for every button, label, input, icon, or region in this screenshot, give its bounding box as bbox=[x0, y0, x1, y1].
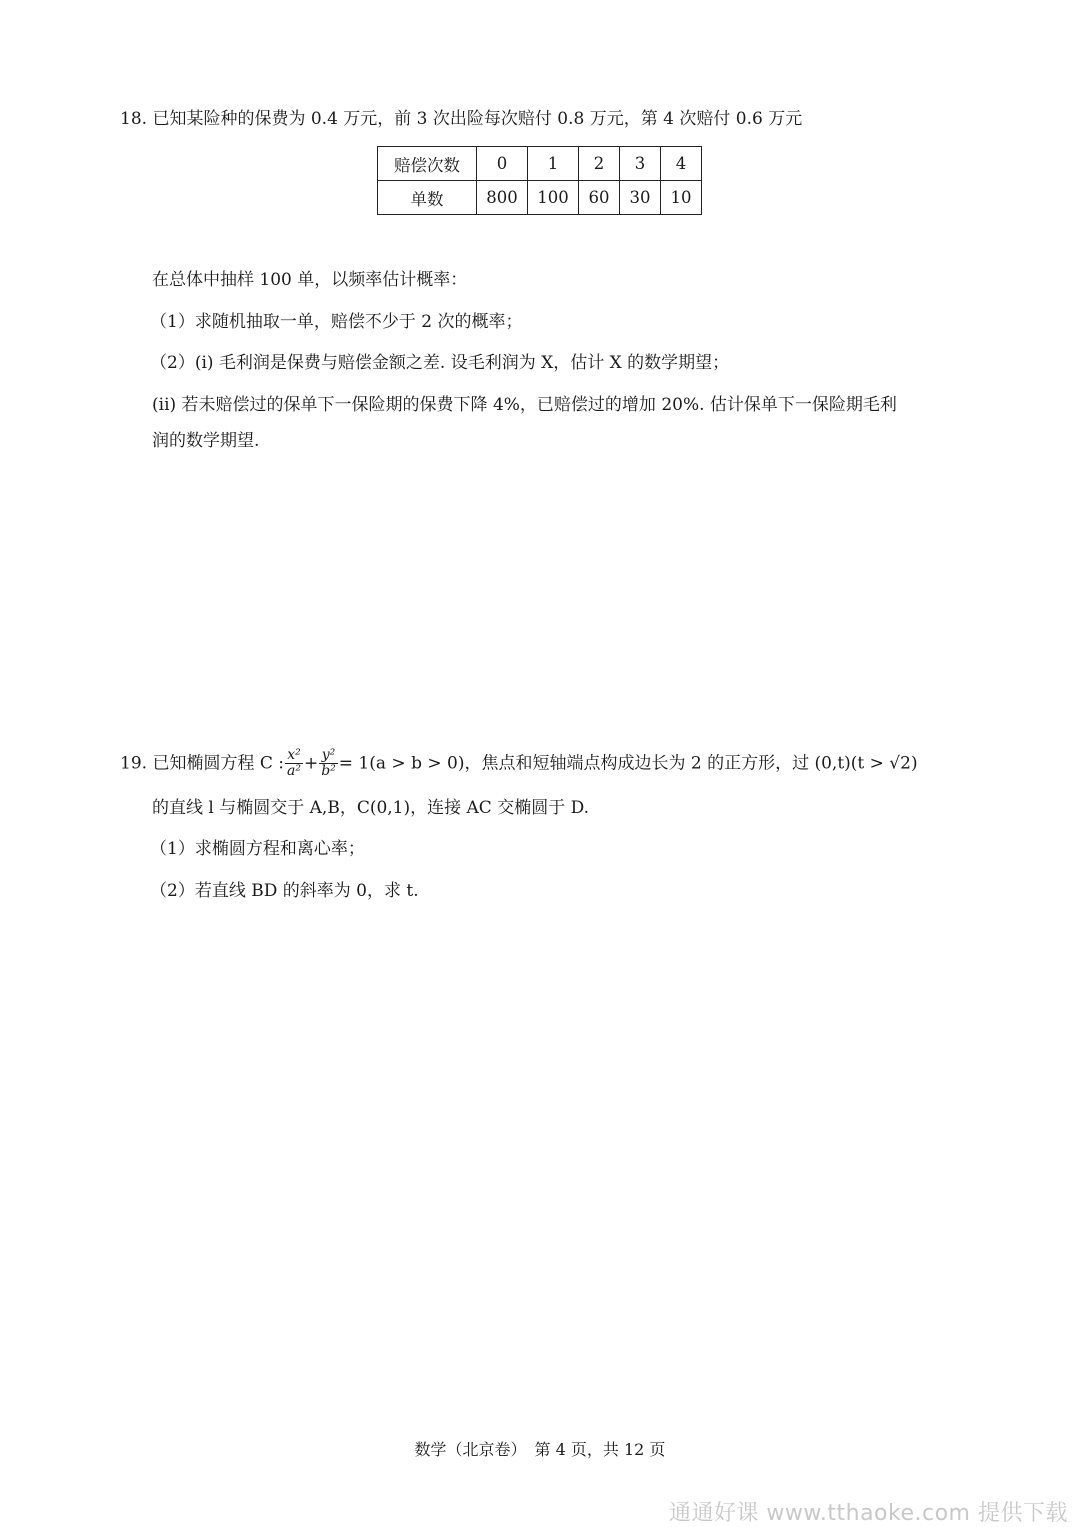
fraction-y2-b2 bbox=[319, 748, 338, 780]
q19-stem bbox=[120, 748, 918, 780]
q18-part2ii-line2: 润的数学期望. bbox=[152, 431, 260, 451]
q18-part2i: （2）(i) 毛利润是保费与赔偿金额之差. 设毛利润为 X，估计 X 的数学期望； bbox=[150, 353, 730, 373]
table-cell: 赔偿次数 bbox=[378, 147, 477, 181]
q18-table bbox=[377, 146, 702, 215]
table-cell: 单数 bbox=[378, 181, 477, 215]
q18-intro: 在总体中抽样 100 单，以频率估计概率： bbox=[152, 270, 468, 290]
fraction-denominator: a² bbox=[286, 763, 301, 780]
q19-stem-prefix: 19. 已知椭圆方程 C : bbox=[120, 753, 284, 774]
plus-sign: + bbox=[303, 753, 319, 774]
fraction-numerator: x² bbox=[285, 748, 303, 764]
table-cell: 30 bbox=[620, 181, 661, 215]
table-cell: 0 bbox=[477, 147, 528, 181]
fraction-x2-a2 bbox=[285, 748, 303, 780]
q18-stem: 18. 已知某险种的保费为 0.4 万元，前 3 次出险每次赔付 0.8 万元，第 4 次赔付 0.6 万元 bbox=[120, 109, 803, 129]
table-cell: 3 bbox=[620, 147, 661, 181]
table-cell: 100 bbox=[528, 181, 579, 215]
q19-part2: （2）若直线 BD 的斜率为 0，求 t. bbox=[150, 881, 419, 901]
q18-part2ii-line1: (ii) 若未赔偿过的保单下一保险期的保费下降 4%，已赔偿过的增加 20%. 估计保单下一保险期毛利 bbox=[152, 395, 897, 415]
page-footer: 数学（北京卷） 第 4 页，共 12 页 bbox=[414, 1440, 666, 1459]
watermark: 通通好课 www.tthaoke.com 提供下载 bbox=[668, 1501, 1068, 1526]
q19-part1: （1）求椭圆方程和离心率； bbox=[150, 839, 365, 859]
q18-part1: （1）求随机抽取一单，赔偿不少于 2 次的概率； bbox=[150, 312, 523, 332]
q19-line2: 的直线 l 与椭圆交于 A,B，C(0,1)，连接 AC 交椭圆于 D. bbox=[152, 798, 590, 818]
table-cell: 60 bbox=[579, 181, 620, 215]
table-cell: 1 bbox=[528, 147, 579, 181]
fraction-numerator: y² bbox=[319, 748, 338, 764]
fraction-denominator: b² bbox=[321, 763, 336, 780]
table-cell: 10 bbox=[661, 181, 702, 215]
table-cell: 2 bbox=[579, 147, 620, 181]
q19-stem-suffix: = 1(a > b > 0)，焦点和短轴端点构成边长为 2 的正方形，过 (0,t)(t > √2) bbox=[338, 753, 918, 774]
table-cell: 800 bbox=[477, 181, 528, 215]
table-cell: 4 bbox=[661, 147, 702, 181]
table-row bbox=[378, 181, 702, 215]
table-header-row bbox=[378, 147, 702, 181]
